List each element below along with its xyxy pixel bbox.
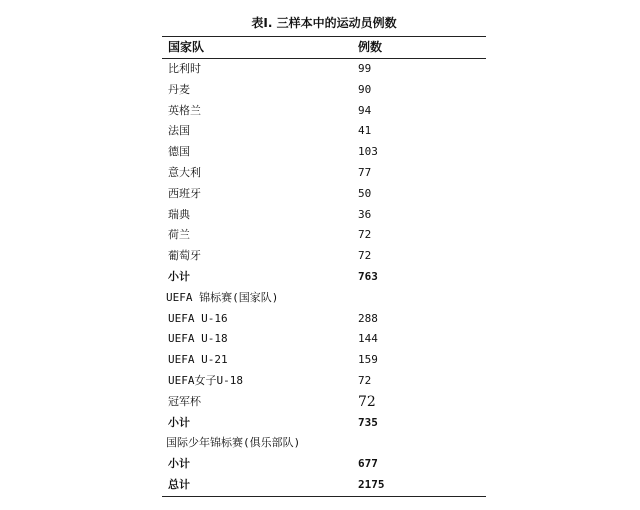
- row-country: UEFA U-18: [168, 332, 228, 346]
- table-row: [162, 246, 486, 267]
- row-count: 90: [358, 82, 372, 96]
- row-country: 小计: [168, 457, 190, 471]
- table-section-row: [162, 433, 486, 454]
- row-count: 763: [358, 269, 378, 283]
- row-country: 西班牙: [168, 186, 201, 200]
- row-count: 677: [358, 457, 378, 471]
- row-country: UEFA U-21: [168, 353, 228, 367]
- table-row: [162, 309, 486, 330]
- row-country: UEFA U-16: [168, 311, 228, 325]
- row-count: 72: [358, 228, 372, 242]
- row-count: 50: [358, 186, 372, 200]
- table-row: [162, 205, 486, 226]
- row-country: 小计: [168, 269, 190, 283]
- table-header-row: [162, 37, 486, 59]
- row-country: 荷兰: [168, 228, 190, 242]
- row-count: 77: [358, 165, 372, 179]
- header-country: 国家队: [168, 40, 205, 54]
- row-count: 144: [358, 332, 378, 346]
- row-country: 德国: [168, 145, 190, 159]
- header-count: 例数: [358, 40, 383, 54]
- row-count: 103: [358, 145, 378, 159]
- table-row: [162, 350, 486, 371]
- table-row: [162, 121, 486, 142]
- row-country: 意大利: [168, 165, 201, 179]
- row-count: 735: [358, 415, 378, 429]
- table-row: [162, 163, 486, 184]
- table-row: [162, 80, 486, 101]
- table-row: [162, 59, 486, 80]
- row-country: 冠军杯: [168, 394, 201, 408]
- table-row: [162, 371, 486, 392]
- row-count: 288: [358, 311, 378, 325]
- row-count: 99: [358, 62, 372, 75]
- row-country: 总计: [168, 477, 190, 491]
- table-row: [162, 392, 486, 413]
- table-row: [162, 329, 486, 350]
- row-country: 英格兰: [168, 103, 201, 117]
- row-country: 比利时: [168, 62, 201, 75]
- table-section-row: [162, 288, 486, 309]
- table-total-row: [162, 475, 486, 496]
- row-count: 2175: [358, 477, 385, 491]
- table-row: [162, 184, 486, 205]
- row-country: UEFA女子U-18: [168, 373, 243, 387]
- row-count: 94: [358, 103, 372, 117]
- table-row: [162, 225, 486, 246]
- table-subtotal-row: [162, 454, 486, 475]
- row-country: 瑞典: [168, 207, 190, 221]
- table-caption: 表I. 三样本中的运动员例数: [251, 16, 397, 30]
- row-country: 葡萄牙: [168, 249, 201, 263]
- table-subtotal-row: [162, 267, 486, 288]
- row-country: 丹麦: [168, 82, 190, 96]
- row-country: UEFA 锦标赛(国家队): [166, 290, 279, 304]
- row-count: 72: [358, 373, 372, 387]
- row-country: 小计: [168, 415, 190, 429]
- table-row: [162, 142, 486, 163]
- row-country: 国际少年锦标赛(俱乐部队): [166, 436, 301, 450]
- row-count: 72: [358, 249, 372, 263]
- table-subtotal-row: [162, 413, 486, 434]
- row-count: 159: [358, 353, 378, 367]
- table-body: [162, 59, 486, 496]
- table-row: [162, 101, 486, 122]
- row-count: 72: [358, 393, 376, 410]
- row-count: 41: [358, 124, 372, 138]
- athlete-count-table: [162, 36, 486, 497]
- row-count: 36: [358, 207, 372, 221]
- row-country: 法国: [168, 124, 190, 138]
